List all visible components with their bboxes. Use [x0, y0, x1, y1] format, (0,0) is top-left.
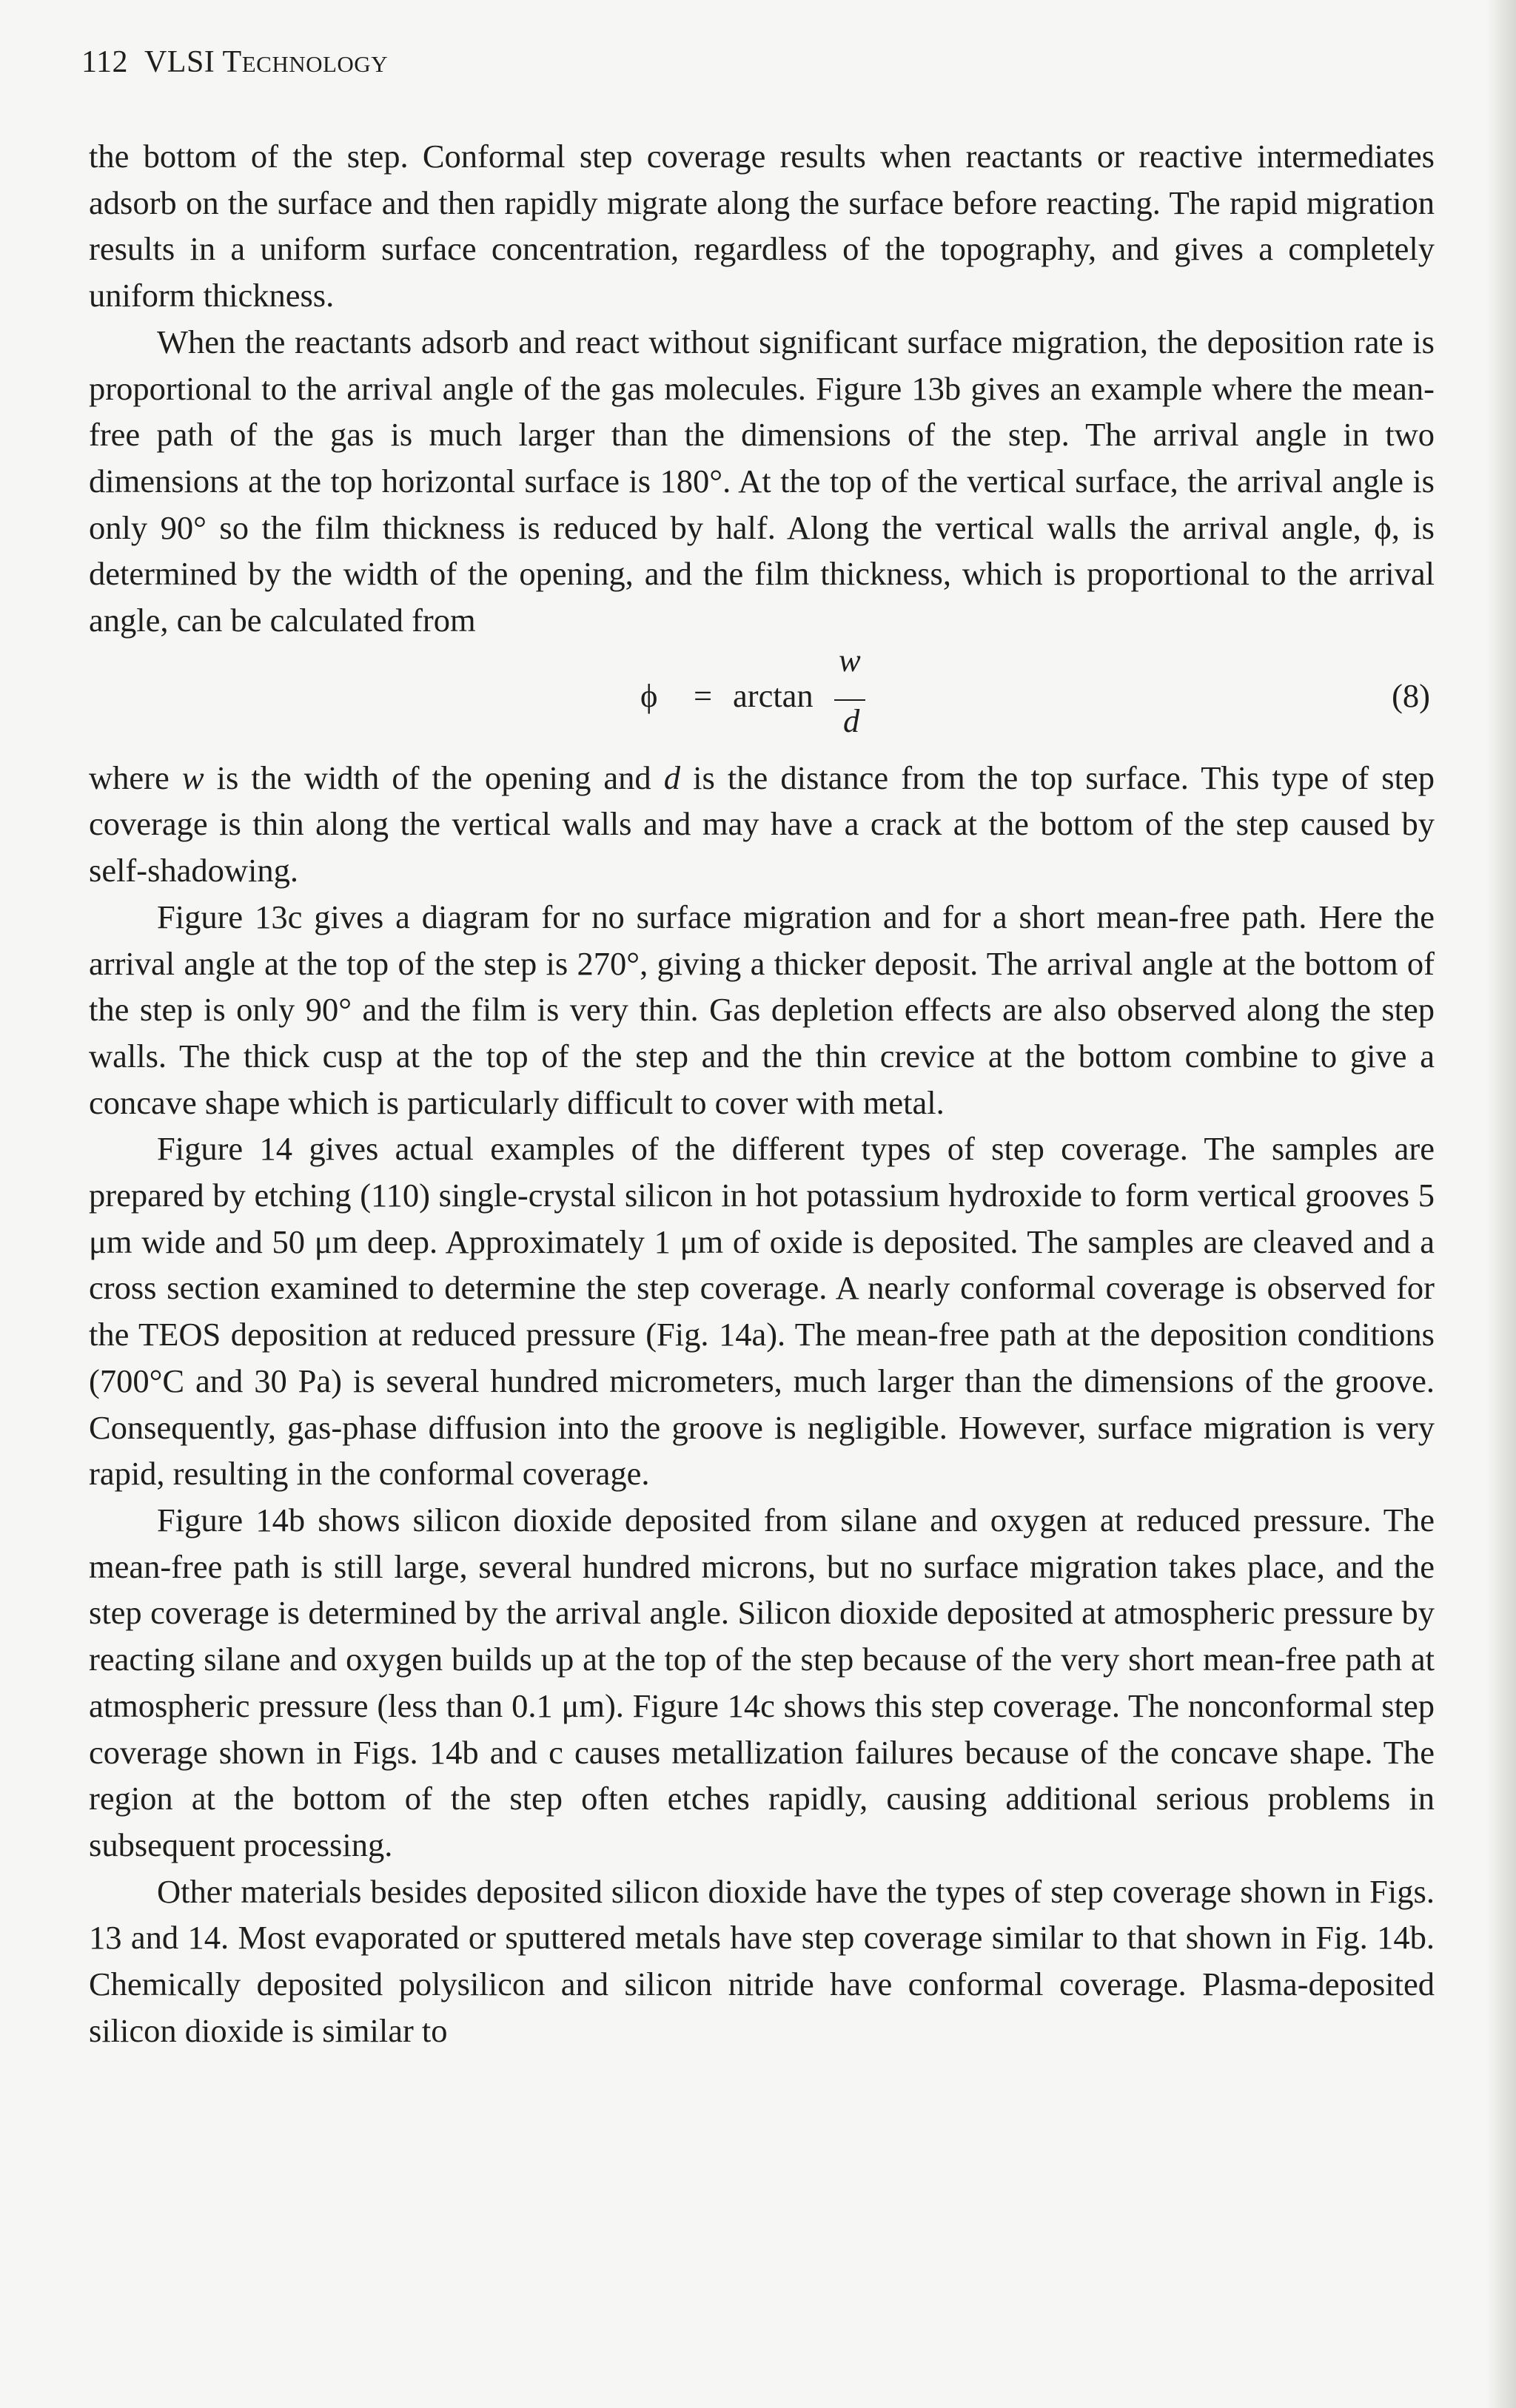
- page-edge-shadow: [1486, 0, 1516, 2408]
- paragraph-3-part-c: is the distance from the top surface. This type of step coverage is thin along the vertical walls and may have a crack at the bottom of the step caused by self-shadowing.: [89, 759, 1435, 889]
- equation-lhs: ϕ: [640, 676, 658, 714]
- variable-w: w: [181, 759, 204, 796]
- equation-number: (8): [1392, 676, 1430, 714]
- paragraph-5: Figure 14 gives actual examples of the different types of step coverage. The samples are prepared by etching (110) single-crystal silicon in hot potassium hydroxide to form vertical grooves 5 μm wide and 50 μm deep. Approximately 1 μm of oxide is deposited. The samples are cleaved and a cross section examined to determine the step coverage. A nearly conformal coverage is observed for the TEOS deposition at reduced pressure (Fig. 14a). The mean-free path at the deposition conditions (700°C and 30 Pa) is several hundred micrometers, much larger than the dimensions of the groove. Consequently, gas-phase diffusion into the groove is negligible. However, surface migration is very rapid, resulting in the conformal coverage.: [89, 1130, 1435, 1493]
- paragraph-3: [89, 755, 1435, 894]
- book-title-first-word: VLSI: [144, 45, 215, 79]
- paragraph-7: Other materials besides deposited silicon dioxide have the types of step coverage shown in Figs. 13 and 14. Most evaporated or sputtered metals have step coverage similar to that shown in Fig. 14b. Chemically deposited polysilicon and silicon nitride have conformal coverage. Plasma-deposited silicon dioxide is similar to: [89, 1872, 1435, 2049]
- paragraph-1: the bottom of the step. Conformal step coverage results when reactants or reactive intermediates adsorb on the surface and then rapidly migrate along the surface before reacting. The rapid migration results in a uniform surface concentration, regardless of the topography, and gives a completely uniform thickness.: [89, 138, 1435, 315]
- paragraph-4: Figure 13c gives a diagram for no surface migration and for a short mean-free path. Here the arrival angle at the top of the step is 270°, giving a thicker deposit. The arrival angle at the bottom of the step is only 90° and the film is very thin. Gas depletion effects are also observed along the step walls. The thick cusp at the top of the step and the thin crevice at the bottom combine to give a concave shape which is particularly difficult to cover with metal.: [89, 898, 1435, 1121]
- running-header: [81, 44, 388, 80]
- equation-function: arctan: [733, 676, 814, 714]
- paragraph-3-part-b: is the width of the opening and: [204, 759, 664, 796]
- page-number: 112: [81, 45, 128, 79]
- book-title-initial: T: [222, 45, 242, 79]
- equation-equals: =: [694, 676, 713, 714]
- body-text: [89, 133, 1435, 2054]
- fraction-bar: [834, 699, 865, 701]
- equation-fraction: [834, 641, 867, 755]
- equation-8: [89, 641, 1435, 755]
- fraction-denominator: d: [843, 702, 860, 739]
- paragraph-6: Figure 14b shows silicon dioxide deposited from silane and oxygen at reduced pressure. The mean-free path is still large, several hundred microns, but no surface migration takes place, and the step coverage is determined by the arrival angle. Silicon dioxide deposited at atmospheric pressure by reacting silane and oxygen builds up at the top of the step because of the very short mean-free path at atmospheric pressure (less than 0.1 μm). Figure 14c shows this step coverage. The nonconformal step coverage shown in Figs. 14b and c causes metallization failures because of the concave shape. The region at the bottom of the step often etches rapidly, causing additional serious problems in subsequent processing.: [89, 1501, 1435, 1863]
- fraction-numerator: w: [839, 641, 861, 679]
- paragraph-3-part-a: where: [89, 759, 182, 796]
- paragraph-2: When the reactants adsorb and react without significant surface migration, the deposition rate is proportional to the arrival angle of the gas molecules. Figure 13b gives an example where the mean-free path of the gas is much larger than the dimensions of the step. The arrival angle in two dimensions at the top horizontal surface is 180°. At the top of the vertical surface, the arrival angle is only 90° so the film thickness is reduced by half. Along the vertical walls the arrival angle, ϕ, is determined by the width of the opening, and the film thickness, which is proportional to the arrival angle, can be calculated from: [89, 323, 1435, 639]
- variable-d: d: [663, 759, 681, 796]
- book-title-rest: ECHNOLOGY: [241, 51, 389, 77]
